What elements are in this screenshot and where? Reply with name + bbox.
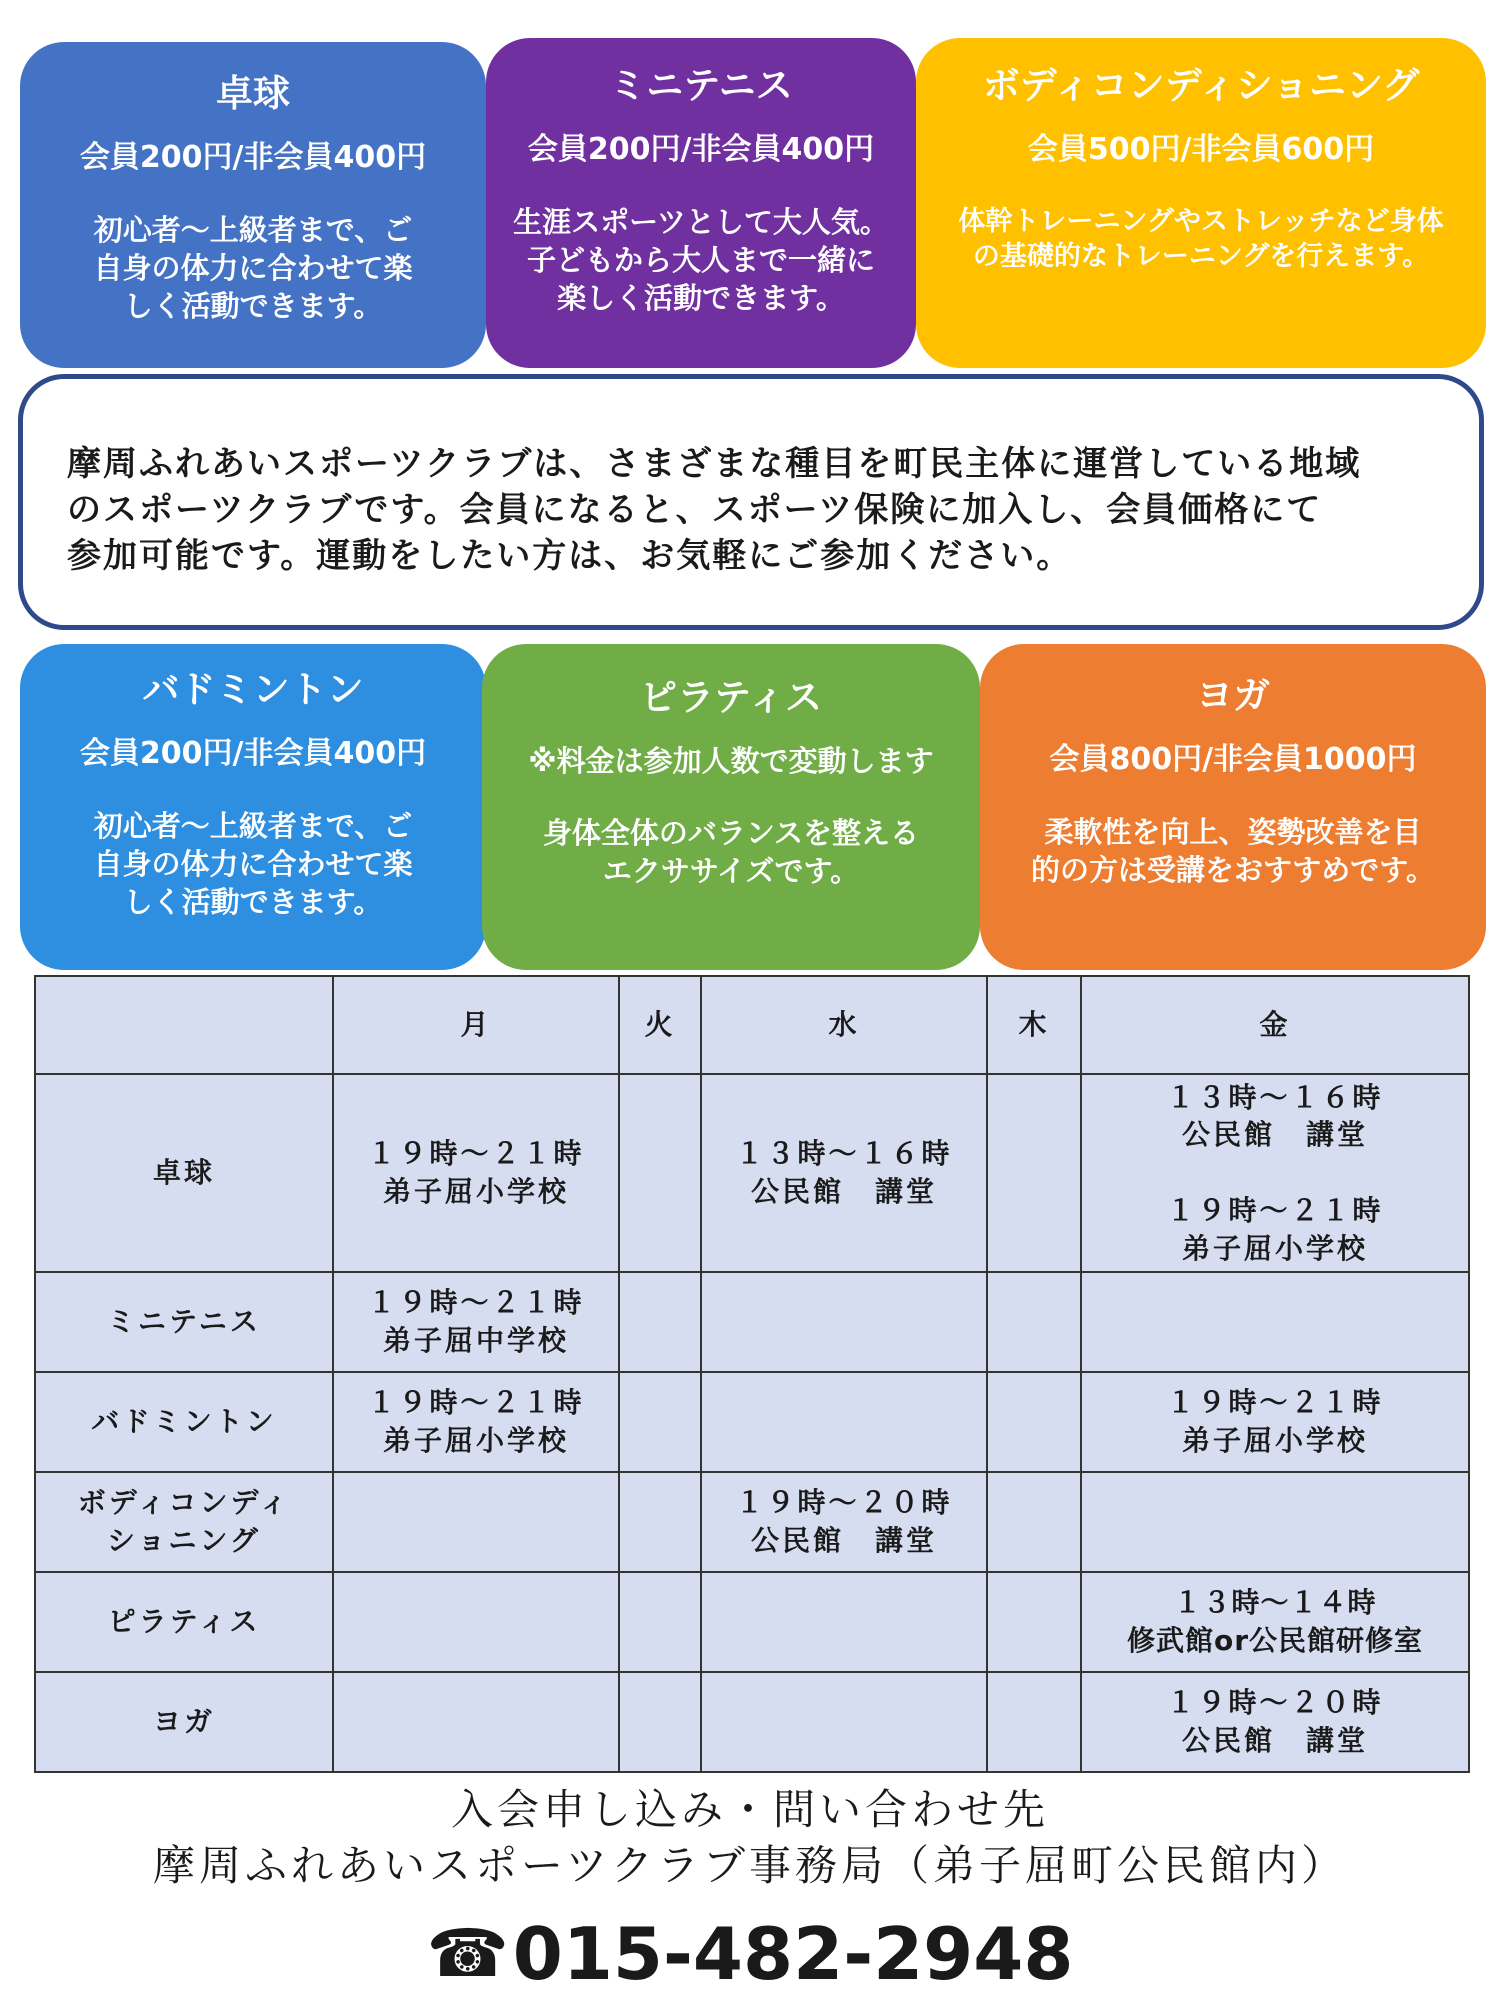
phone-icon: ☎	[426, 1915, 509, 1992]
table-cell	[987, 1272, 1081, 1372]
table-header-row	[35, 976, 1469, 1074]
header-cell-thu: 木	[987, 976, 1081, 1074]
card-title: ヨガ	[1196, 674, 1270, 717]
table-cell	[987, 1572, 1081, 1672]
card-desc: 体幹トレーニングやストレッチなど身体 の基礎的なトレーニングを行えます。	[958, 206, 1444, 273]
contact-phone-row	[0, 1914, 1500, 1994]
header-cell-wed: 水	[701, 976, 987, 1074]
intro-box	[18, 374, 1484, 630]
table-cell	[619, 1572, 701, 1672]
card-title: 卓球	[216, 72, 290, 115]
header-cell-mon: 月	[333, 976, 619, 1074]
intro-text: 摩周ふれあいスポーツクラブは、さまざまな種目を町民主体に運営している地域 のスポーツクラブです。会員になると、スポーツ保険に加入し、会員価格にて 参加可能です。運動をしたい方は、お気軽にご参加ください。	[67, 444, 1362, 577]
table-cell	[1081, 1272, 1469, 1372]
table-cell	[701, 1372, 987, 1472]
row-label: ヨガ	[35, 1672, 333, 1772]
row-label: ミニテニス	[35, 1272, 333, 1372]
table-cell	[701, 1672, 987, 1772]
header-cell-fri: 金	[1081, 976, 1469, 1074]
row-label: バドミントン	[35, 1372, 333, 1472]
table-cell	[701, 1572, 987, 1672]
table-cell: １９時～２１時 弟子屈小学校	[1081, 1372, 1469, 1472]
table-cell	[701, 1272, 987, 1372]
card-price: 会員200円/非会員400円	[527, 132, 875, 168]
table-cell	[333, 1472, 619, 1572]
row-label: ピラティス	[35, 1572, 333, 1672]
table-row	[35, 1074, 1469, 1272]
phone-number: 015-482-2948	[512, 1912, 1074, 1996]
table-cell: １９時～２１時 弟子屈中学校	[333, 1272, 619, 1372]
table-cell: １９時～２１時 弟子屈小学校	[333, 1372, 619, 1472]
table-cell	[333, 1672, 619, 1772]
card-pilates	[482, 644, 980, 970]
card-badminton	[20, 644, 486, 970]
schedule-table	[34, 975, 1470, 1773]
table-cell	[619, 1272, 701, 1372]
table-cell	[619, 1074, 701, 1272]
table-row	[35, 1272, 1469, 1372]
header-cell-tue: 火	[619, 976, 701, 1074]
table-cell: １９時～２１時 弟子屈小学校	[333, 1074, 619, 1272]
contact-label: 入会申し込み・問い合わせ先	[450, 1785, 1049, 1834]
card-mini-tennis	[486, 38, 916, 368]
table-cell: １９時～２０時 公民館 講堂	[701, 1472, 987, 1572]
table-cell	[619, 1472, 701, 1572]
card-title: ボディコンディショニング	[982, 64, 1420, 107]
table-row	[35, 1572, 1469, 1672]
card-desc: 柔軟性を向上、姿勢改善を目 的の方は受講をおすすめです。	[1031, 815, 1435, 888]
table-cell: １３時～１６時 公民館 講堂 １９時～２１時 弟子屈小学校	[1081, 1074, 1469, 1272]
card-desc: 生涯スポーツとして大人気。 子どもから大人まで一緒に 楽しく活動できます。	[513, 205, 889, 315]
table-cell	[987, 1372, 1081, 1472]
table-cell	[619, 1672, 701, 1772]
card-desc: 身体全体のバランスを整える エクササイズです。	[542, 816, 920, 888]
table-cell	[333, 1572, 619, 1672]
card-price: ※料金は参加人数で変動します	[528, 744, 934, 779]
table-cell	[1081, 1472, 1469, 1572]
table-row	[35, 1672, 1469, 1772]
card-body-conditioning	[916, 38, 1486, 368]
table-cell	[987, 1672, 1081, 1772]
card-title: バドミントン	[142, 668, 364, 711]
table-cell	[619, 1372, 701, 1472]
card-yoga	[980, 644, 1486, 970]
row-label: ボディコンディ ショニング	[35, 1472, 333, 1572]
card-title: ピラティス	[639, 676, 823, 719]
table-row	[35, 1472, 1469, 1572]
card-price: 会員500円/非会員600円	[1027, 132, 1375, 168]
card-desc: 初心者～上級者まで、ご 自身の体力に合わせて楽 しく活動できます。	[93, 213, 413, 323]
card-price: 会員200円/非会員400円	[79, 736, 427, 772]
card-price: 会員800円/非会員1000円	[1049, 742, 1417, 778]
table-cell: １３時～１４時 修武館or公民館研修室	[1081, 1572, 1469, 1672]
contact-section	[0, 1782, 1500, 1994]
row-label: 卓球	[35, 1074, 333, 1272]
header-cell-empty	[35, 976, 333, 1074]
card-table-tennis	[20, 42, 486, 368]
card-title: ミニテニス	[609, 64, 793, 107]
table-cell: １３時～１６時 公民館 講堂	[701, 1074, 987, 1272]
contact-org: 摩周ふれあいスポーツクラブ事務局（弟子屈町公民館内）	[153, 1841, 1347, 1890]
table-row	[35, 1372, 1469, 1472]
table-cell	[987, 1472, 1081, 1572]
card-desc: 初心者～上級者まで、ご 自身の体力に合わせて楽 しく活動できます。	[93, 809, 413, 919]
table-cell: １９時～２０時 公民館 講堂	[1081, 1672, 1469, 1772]
table-cell	[987, 1074, 1081, 1272]
card-price: 会員200円/非会員400円	[79, 140, 427, 176]
